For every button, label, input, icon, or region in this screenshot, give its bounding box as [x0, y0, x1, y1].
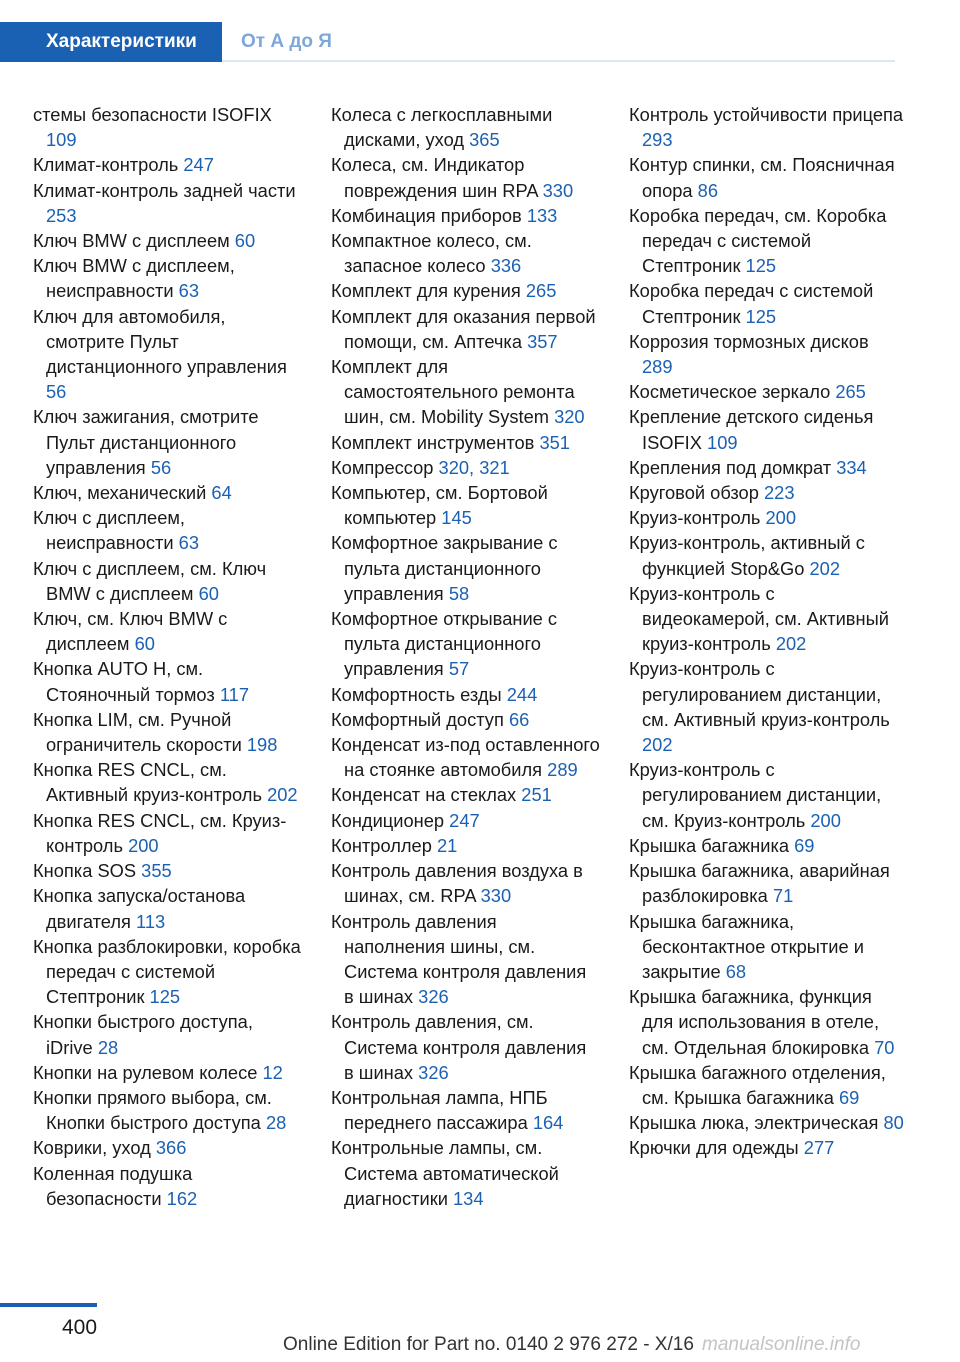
index-entry-text: Крепления под домкрат [629, 456, 832, 478]
page-link[interactable]: 117 [219, 683, 250, 705]
index-entry-text: Кнопка RES CNCL, см. Активный круиз-контроль [33, 759, 262, 806]
index-entry [331, 909, 601, 1010]
page-link[interactable]: 125 [745, 305, 777, 327]
page-link[interactable]: 56 [150, 456, 172, 478]
page-number: 400 [62, 1316, 98, 1339]
index-entry-text: Круиз-контроль с регулированием дистанции, см. Активный круиз-контроль [629, 658, 890, 730]
index-entry [629, 278, 904, 328]
index-entry [33, 606, 303, 656]
page-link[interactable]: 134 [453, 1187, 484, 1209]
page-link[interactable]: 28 [97, 1036, 119, 1058]
index-entry [331, 732, 601, 782]
index-entry-text: Коленная подушка безопасности [33, 1162, 193, 1209]
page-link[interactable]: 57 [448, 658, 470, 680]
page-link[interactable]: 109 [707, 431, 738, 453]
index-entry [33, 404, 303, 480]
page-link[interactable]: 357 [527, 330, 558, 352]
page-link[interactable]: 320, 321 [438, 456, 510, 478]
index-entry-text: Круиз-контроль с регулированием дистанции, см. Круиз-контроль [629, 759, 882, 831]
page-link[interactable]: 253 [46, 204, 77, 226]
index-entry [331, 1085, 601, 1135]
index-entry-text: Ключ, см. Ключ BMW с дисплеем [33, 608, 228, 655]
index-entry-text: Комплект инструментов [331, 431, 535, 453]
index-entry-text: Круиз-контроль с видеокамерой, см. Активный круиз-контроль [629, 582, 889, 655]
page-link[interactable]: 330 [542, 179, 574, 201]
page-link[interactable]: 351 [539, 431, 570, 453]
index-entry [629, 505, 904, 530]
index-entry-text: Кнопки быстрого доступа, iDrive [33, 1011, 253, 1058]
index-entry [629, 833, 904, 858]
index-entry [331, 304, 601, 354]
index-entry [33, 883, 303, 933]
index-entry-text: Ключ BMW с дисплеем, неисправности [33, 255, 235, 302]
page-link[interactable]: 202 [775, 633, 807, 655]
index-entry-text: Контрольная лампа, НПБ переднего пассажира [331, 1086, 548, 1134]
index-entry-text: Крышка багажника, бесконтактное открытие и закрытие [629, 910, 864, 982]
page-link[interactable]: 244 [506, 683, 538, 705]
page-link[interactable]: 365 [469, 129, 500, 151]
page-link[interactable]: 63 [178, 532, 199, 554]
index-column-2 [331, 102, 601, 1211]
index-entry [629, 404, 904, 454]
page-link[interactable]: 202 [642, 734, 673, 756]
index-entry [629, 984, 904, 1060]
index-entry-text: Комфортное закрывание с пульта дистанционного управления [331, 532, 558, 604]
page-link[interactable]: 289 [547, 759, 578, 781]
page-link[interactable]: 69 [794, 834, 815, 856]
index-entry [331, 833, 601, 858]
page-link[interactable]: 326 [418, 986, 449, 1008]
index-entry [33, 480, 303, 505]
index-entry-text: Климат-контроль задней части [33, 179, 296, 201]
page-link[interactable]: 162 [166, 1187, 198, 1209]
index-entry-text: Ключ BMW с дисплеем [33, 230, 230, 252]
index-entry [331, 102, 601, 152]
page-link[interactable]: 12 [262, 1061, 283, 1083]
index-entry [331, 430, 601, 455]
index-entry [331, 1135, 601, 1211]
watermark: manualsonline.info [702, 1334, 861, 1355]
index-entry-text: Круиз-контроль, активный с функцией Stop&Go [629, 532, 865, 579]
page-link[interactable]: 125 [149, 986, 181, 1008]
index-entry [33, 152, 303, 177]
index-entry-text: Контроль давления наполнения шины, см. Система контроля давления в шинах [331, 910, 587, 1008]
page-link[interactable]: 70 [874, 1036, 895, 1058]
index-entry-text: Комплект для оказания первой помощи, см. Аптечка [331, 305, 596, 352]
index-entry-text: Крышка багажника [629, 834, 790, 856]
index-entry [33, 178, 303, 228]
index-entry [629, 1110, 904, 1135]
page-link[interactable]: 198 [246, 734, 278, 756]
footer-accent-bar [0, 1303, 97, 1307]
index-entry [33, 1009, 303, 1059]
index-entry [33, 707, 303, 757]
page-link[interactable]: 223 [764, 482, 795, 504]
index-entry [331, 278, 601, 303]
index-entry [331, 354, 601, 430]
tab-a-to-z[interactable]: От А до Я [241, 31, 332, 52]
index-entry [33, 808, 303, 858]
index-entry [331, 455, 601, 480]
edition-note: Online Edition for Part no. 0140 2 976 272 - X/16 [283, 1334, 694, 1355]
index-entry [331, 782, 601, 807]
index-entry-text: Крышка люка, электрическая [629, 1112, 879, 1134]
index-entry-text: Ключ с дисплеем, неисправности [33, 507, 186, 554]
page-link[interactable]: 355 [141, 860, 172, 882]
index-entry [33, 858, 303, 883]
page-link[interactable]: 293 [642, 129, 673, 151]
page-link[interactable]: 109 [46, 129, 77, 151]
index-entry [33, 505, 303, 555]
page-link[interactable]: 63 [178, 280, 199, 302]
index-entry-text: Кнопка SOS [33, 860, 137, 882]
index-entry-text: Колеса, см. Индикатор повреждения шин RPA [331, 154, 538, 201]
page-link[interactable]: 326 [418, 1061, 449, 1083]
index-entry [629, 152, 904, 202]
page-link[interactable]: 86 [697, 179, 719, 201]
index-entry-text: Коробка передач, см. Коробка передач с системой Стептроник [629, 204, 887, 277]
index-entry [629, 757, 904, 833]
page-link[interactable]: 80 [883, 1112, 904, 1134]
index-entry [629, 1135, 904, 1160]
page-link[interactable]: 69 [839, 1086, 860, 1108]
index-entry-text: Контрольные лампы, см. Система автоматической диагностики [331, 1137, 559, 1209]
page-link[interactable]: 330 [480, 885, 512, 907]
page-link[interactable]: 251 [521, 784, 552, 806]
index-entry [629, 858, 904, 908]
page-link[interactable]: 64 [211, 482, 232, 504]
index-entry-text: Ключ с дисплеем, см. Ключ BMW с дисплеем [33, 557, 267, 604]
index-entry [33, 1161, 303, 1211]
index-entry-text: Компактное колесо, см. запасное колесо [331, 230, 532, 277]
index-entry [331, 228, 601, 278]
index-entry-text: Компрессор [331, 456, 434, 478]
index-entry [331, 858, 601, 908]
page-link[interactable]: 113 [136, 910, 166, 932]
index-entry [33, 556, 303, 606]
index-entry-text: Кнопка RES CNCL, см. Круиз-контроль [33, 809, 287, 856]
index-entry-text: Крепление детского сиденья ISOFIX [629, 406, 874, 453]
index-entry [331, 530, 601, 606]
index-entry-text: Крючки для одежды [629, 1137, 799, 1159]
index-entry-text: Кнопка AUTO H, см. Стояночный тормоз [33, 658, 215, 705]
page-link[interactable]: 200 [128, 834, 159, 856]
page-link[interactable]: 336 [490, 255, 522, 277]
index-entry [33, 304, 303, 405]
index-entry-text: Кондиционер [331, 809, 445, 831]
index-entry [629, 379, 904, 404]
index-entry [629, 329, 904, 379]
page-link[interactable]: 202 [267, 784, 298, 806]
index-entry [33, 1135, 303, 1160]
page-link[interactable]: 21 [436, 834, 458, 856]
page-link[interactable]: 277 [803, 1137, 835, 1159]
page-link[interactable]: 133 [526, 204, 558, 226]
index-entry-text: Комфортность езды [331, 683, 502, 705]
index-entry-text: Контроль давления воздуха в шинах, см. RPA [331, 860, 583, 907]
index-entry [331, 606, 601, 682]
index-entry-text: Крышка багажника, функция для использования в отеле, см. Отдельная блокировка [629, 986, 880, 1058]
index-entry-text: Комфортное открывание с пульта дистанционного управления [331, 608, 558, 680]
index-entry [33, 228, 303, 253]
index-entry-text: Кнопка LIM, см. Ручной ограничитель скорости [33, 708, 242, 756]
header-tabs [0, 22, 895, 62]
index-entry-text: Крышка багажного отделения, см. Крышка багажника [629, 1061, 886, 1108]
page-link[interactable]: 366 [155, 1137, 187, 1159]
page-link[interactable]: 320 [554, 406, 585, 428]
index-entry [629, 1060, 904, 1110]
page-link[interactable]: 145 [441, 507, 472, 529]
index-entry-text: Крышка багажника, аварийная разблокировка [629, 860, 890, 907]
index-entry-text: Кнопка запуска/останова двигателя [33, 885, 246, 932]
index-entry-text: Контроль давления, см. Система контроля давления в шинах [331, 1011, 587, 1083]
index-entry [331, 480, 601, 530]
index-entry [629, 581, 904, 657]
index-entry-text: Контроль устойчивости прицепа [629, 104, 904, 125]
index-entry-text: Коррозия тормозных дисков [629, 330, 869, 352]
page-link[interactable]: 247 [449, 809, 480, 831]
index-entry-text: Кнопки прямого выбора, см. Кнопки быстрого доступа [33, 1086, 272, 1134]
header-divider [222, 60, 895, 62]
index-entry-text: Конденсат на стеклах [331, 784, 517, 806]
index-entry [331, 1009, 601, 1085]
index-entry-text: стемы безопасности ISOFIX [33, 104, 272, 125]
page-link[interactable]: 60 [234, 230, 256, 252]
index-entry [629, 656, 904, 757]
index-entry [629, 455, 904, 480]
index-entry-text: Контроллер [331, 834, 432, 856]
index-entry-text: Косметическое зеркало [629, 381, 831, 403]
index-entry-text: Климат-контроль [33, 154, 179, 176]
index-entry [331, 808, 601, 833]
page-link[interactable]: 265 [835, 381, 866, 403]
index-entry-text: Ключ зажигания, смотрите Пульт дистанционного управления [33, 406, 259, 478]
index-entry-text: Колеса с легкосплавными дисками, уход [331, 104, 553, 151]
index-column-3 [629, 102, 904, 1161]
index-entry [629, 203, 904, 279]
index-entry-text: Компьютер, см. Бортовой компьютер [331, 482, 548, 529]
page-link[interactable]: 289 [642, 356, 673, 378]
page-link[interactable]: 202 [809, 557, 841, 579]
index-entry [33, 1085, 303, 1135]
index-column-1 [33, 102, 303, 1211]
page-link[interactable]: 56 [46, 381, 67, 403]
index-entry [331, 682, 601, 707]
index-entry-text: Ключ для автомобиля, смотрите Пульт дистанционного управления [33, 305, 287, 378]
index-entry [33, 1060, 303, 1085]
index-entry-text: Круиз-контроль [629, 507, 761, 529]
index-entry-text: Контур спинки, см. Поясничная опора [629, 154, 895, 201]
page-link[interactable]: 60 [134, 633, 155, 655]
page-link[interactable]: 28 [265, 1112, 287, 1134]
index-entry-text: Коврики, уход [33, 1137, 151, 1159]
page-link[interactable]: 66 [508, 708, 530, 730]
index-entry [629, 530, 904, 580]
index-entry [331, 707, 601, 732]
page-link[interactable]: 334 [836, 456, 867, 478]
index-entry-text: Комфортный доступ [331, 708, 504, 730]
index-entry [331, 152, 601, 202]
page-link[interactable]: 164 [532, 1112, 564, 1134]
index-entry [33, 757, 303, 807]
index-entry-text: Коробка передач с системой Стептроник [629, 280, 874, 327]
index-entry-text: Комплект для курения [331, 280, 521, 302]
index-entry-text: Кнопки на рулевом колесе [33, 1061, 258, 1083]
index-entry-text: Ключ, механический [33, 482, 207, 504]
page-link[interactable]: 71 [772, 885, 794, 907]
index-entry [33, 656, 303, 706]
page-link[interactable]: 68 [725, 960, 747, 982]
page-link[interactable]: 60 [198, 582, 219, 604]
index-entry-text: Комплект для самостоятельного ремонта шин, см. Mobility System [331, 356, 575, 428]
page-link[interactable]: 58 [448, 582, 470, 604]
index-entry-text: Комбинация приборов [331, 204, 522, 226]
page-link[interactable]: 125 [745, 255, 777, 277]
index-entry [33, 102, 303, 152]
index-entry-text: Кнопка разблокировки, коробка передач с системой Стептроник [33, 935, 301, 1008]
index-entry-text: Круговой обзор [629, 482, 759, 504]
page-link[interactable]: 247 [183, 154, 214, 176]
index-entry [33, 253, 303, 303]
index-entry [629, 480, 904, 505]
page-link[interactable]: 200 [810, 809, 841, 831]
index-entry [629, 102, 904, 152]
tab-characteristics[interactable]: Характеристики [0, 22, 222, 62]
page-link[interactable]: 265 [525, 280, 557, 302]
page-link[interactable]: 200 [765, 507, 797, 529]
index-entry-text: Конденсат из-под оставленного на стоянке автомобиля [331, 734, 600, 781]
index-entry [33, 934, 303, 1010]
index-entry [629, 909, 904, 985]
index-entry [331, 203, 601, 228]
